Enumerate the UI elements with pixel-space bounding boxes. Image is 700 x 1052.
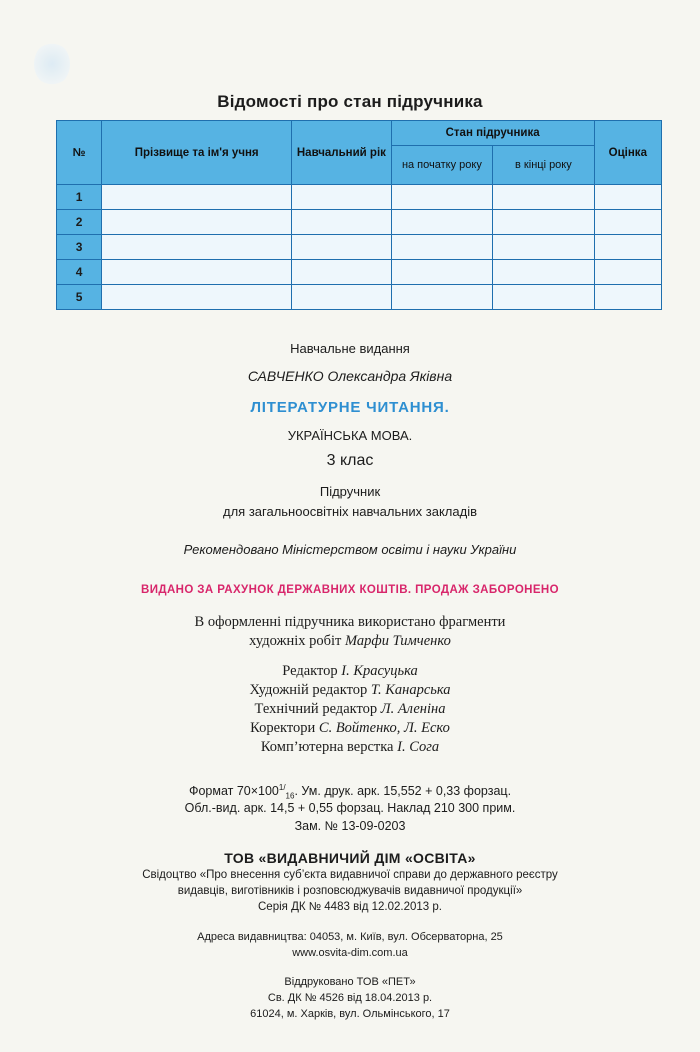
header-grade: Оцінка	[594, 121, 661, 185]
header-state: Стан підручника	[391, 121, 594, 146]
cell-grade[interactable]	[594, 285, 661, 310]
design-credit-line2	[0, 633, 700, 650]
cell-name[interactable]	[102, 185, 292, 210]
edition-type: Навчальне видання	[290, 341, 410, 356]
audience: для загальноосвітніх навчальних закладів	[223, 504, 477, 519]
cell-year[interactable]	[292, 260, 391, 285]
proofreader-name: С. Войтенко, Л. Еско	[318, 720, 450, 736]
cell-grade[interactable]	[594, 260, 661, 285]
table-row	[57, 285, 662, 310]
cell-end[interactable]	[493, 235, 595, 260]
cell-end[interactable]	[493, 185, 595, 210]
layout-name: І. Сога	[397, 739, 440, 755]
editor-name: І. Красуцька	[341, 663, 418, 679]
layout-label: Комп’ютерна верстка	[260, 739, 398, 755]
book-subtitle: УКРАЇНСЬКА МОВА.	[287, 428, 413, 443]
header-year: Навчальний рік	[292, 121, 391, 185]
cell-start[interactable]	[391, 260, 493, 285]
cell-name[interactable]	[102, 235, 292, 260]
format-line2: Обл.-вид. арк. 14,5 + 0,55 форзац. Наклад 210 300 прим.	[184, 801, 516, 815]
printer-line2: Св. ДК № 4526 від 18.04.2013 р.	[267, 992, 433, 1004]
header-end: в кінці року	[493, 146, 595, 185]
cell-start[interactable]	[391, 185, 493, 210]
cell-start[interactable]	[391, 285, 493, 310]
table-row	[57, 185, 662, 210]
layout-credit	[0, 739, 700, 756]
cell-start[interactable]	[391, 235, 493, 260]
row-number: 1	[57, 185, 102, 210]
header-start: на початку року	[391, 146, 493, 185]
format-sheets: . Ум. друк. арк. 15,552 + 0,33 форзац.	[294, 784, 512, 799]
book-kind: Підручник	[319, 484, 381, 499]
cell-year[interactable]	[292, 235, 391, 260]
printer-line3: 61024, м. Харків, вул. Ольмінського, 17	[250, 1008, 450, 1020]
design-credit-name: Марфи Тимченко	[345, 633, 451, 649]
row-number: 4	[57, 260, 102, 285]
header-num: №	[57, 121, 102, 185]
format-size: Формат 70×100	[188, 784, 279, 799]
art-editor-label: Художній редактор	[249, 682, 371, 698]
cell-name[interactable]	[102, 210, 292, 235]
publisher-cert-line1: Свідоцтво «Про внесення суб’єкта видавничої справи до державного реєстру	[142, 869, 558, 881]
editor-label: Редактор	[282, 663, 342, 679]
recommendation: Рекомендовано Міністерством освіти і науки України	[183, 542, 517, 557]
cell-start[interactable]	[391, 210, 493, 235]
design-credit-line1: В оформленні підручника використано фрагменти	[194, 614, 506, 630]
row-number: 5	[57, 285, 102, 310]
cell-name[interactable]	[102, 260, 292, 285]
cell-end[interactable]	[493, 285, 595, 310]
book-title: ЛІТЕРАТУРНЕ ЧИТАННЯ.	[250, 399, 450, 416]
design-credit-prefix: художніх робіт	[249, 633, 346, 649]
proofreader-label: Коректори	[250, 720, 319, 736]
cell-grade[interactable]	[594, 185, 661, 210]
cell-grade[interactable]	[594, 235, 661, 260]
art-editor-name: Т. Канарська	[370, 682, 451, 698]
table-row	[57, 260, 662, 285]
publisher-name: ТОВ «ВИДАВНИЧИЙ ДІМ «ОСВІТА»	[224, 850, 476, 866]
format-line1	[0, 783, 700, 801]
publisher-cert-line2: видавців, виготівників і розповсюджувачів видавничої продукції»	[177, 885, 523, 897]
row-number: 3	[57, 235, 102, 260]
tech-editor-credit	[0, 701, 700, 718]
author: САВЧЕНКО Олександра Яківна	[247, 368, 453, 384]
tech-editor-name: Л. Аленіна	[380, 701, 446, 717]
tech-editor-label: Технічний редактор	[254, 701, 381, 717]
table-row	[57, 210, 662, 235]
seal-mark	[34, 42, 70, 86]
cell-year[interactable]	[292, 210, 391, 235]
publisher-cert-line3: Серія ДК № 4483 від 12.02.2013 р.	[258, 901, 442, 913]
state-funded-notice: ВИДАНО ЗА РАХУНОК ДЕРЖАВНИХ КОШТІВ. ПРОДАЖ ЗАБОРОНЕНО	[140, 584, 559, 596]
table-row	[57, 235, 662, 260]
art-editor-credit	[0, 682, 700, 699]
page-title: Відомості про стан підручника	[217, 92, 483, 111]
proofreader-credit	[0, 720, 700, 737]
editor-credit	[0, 663, 700, 680]
header-name: Прізвище та ім'я учня	[102, 121, 292, 185]
cell-year[interactable]	[292, 185, 391, 210]
cell-end[interactable]	[493, 210, 595, 235]
grade-level: 3 клас	[326, 452, 374, 469]
row-number: 2	[57, 210, 102, 235]
format-line3: Зам. № 13-09-0203	[294, 819, 406, 833]
cell-year[interactable]	[292, 285, 391, 310]
cell-grade[interactable]	[594, 210, 661, 235]
publisher-website: www.osvita-dim.com.ua	[292, 947, 408, 959]
format-fraction-denominator: 16	[285, 791, 295, 801]
textbook-status-table	[56, 120, 662, 310]
publisher-address: Адреса видавництва: 04053, м. Київ, вул. Обсерваторна, 25	[197, 931, 503, 943]
printer-line1: Віддруковано ТОВ «ПЕТ»	[284, 976, 416, 988]
cell-name[interactable]	[102, 285, 292, 310]
cell-end[interactable]	[493, 260, 595, 285]
format-fraction: 1/	[278, 783, 286, 792]
